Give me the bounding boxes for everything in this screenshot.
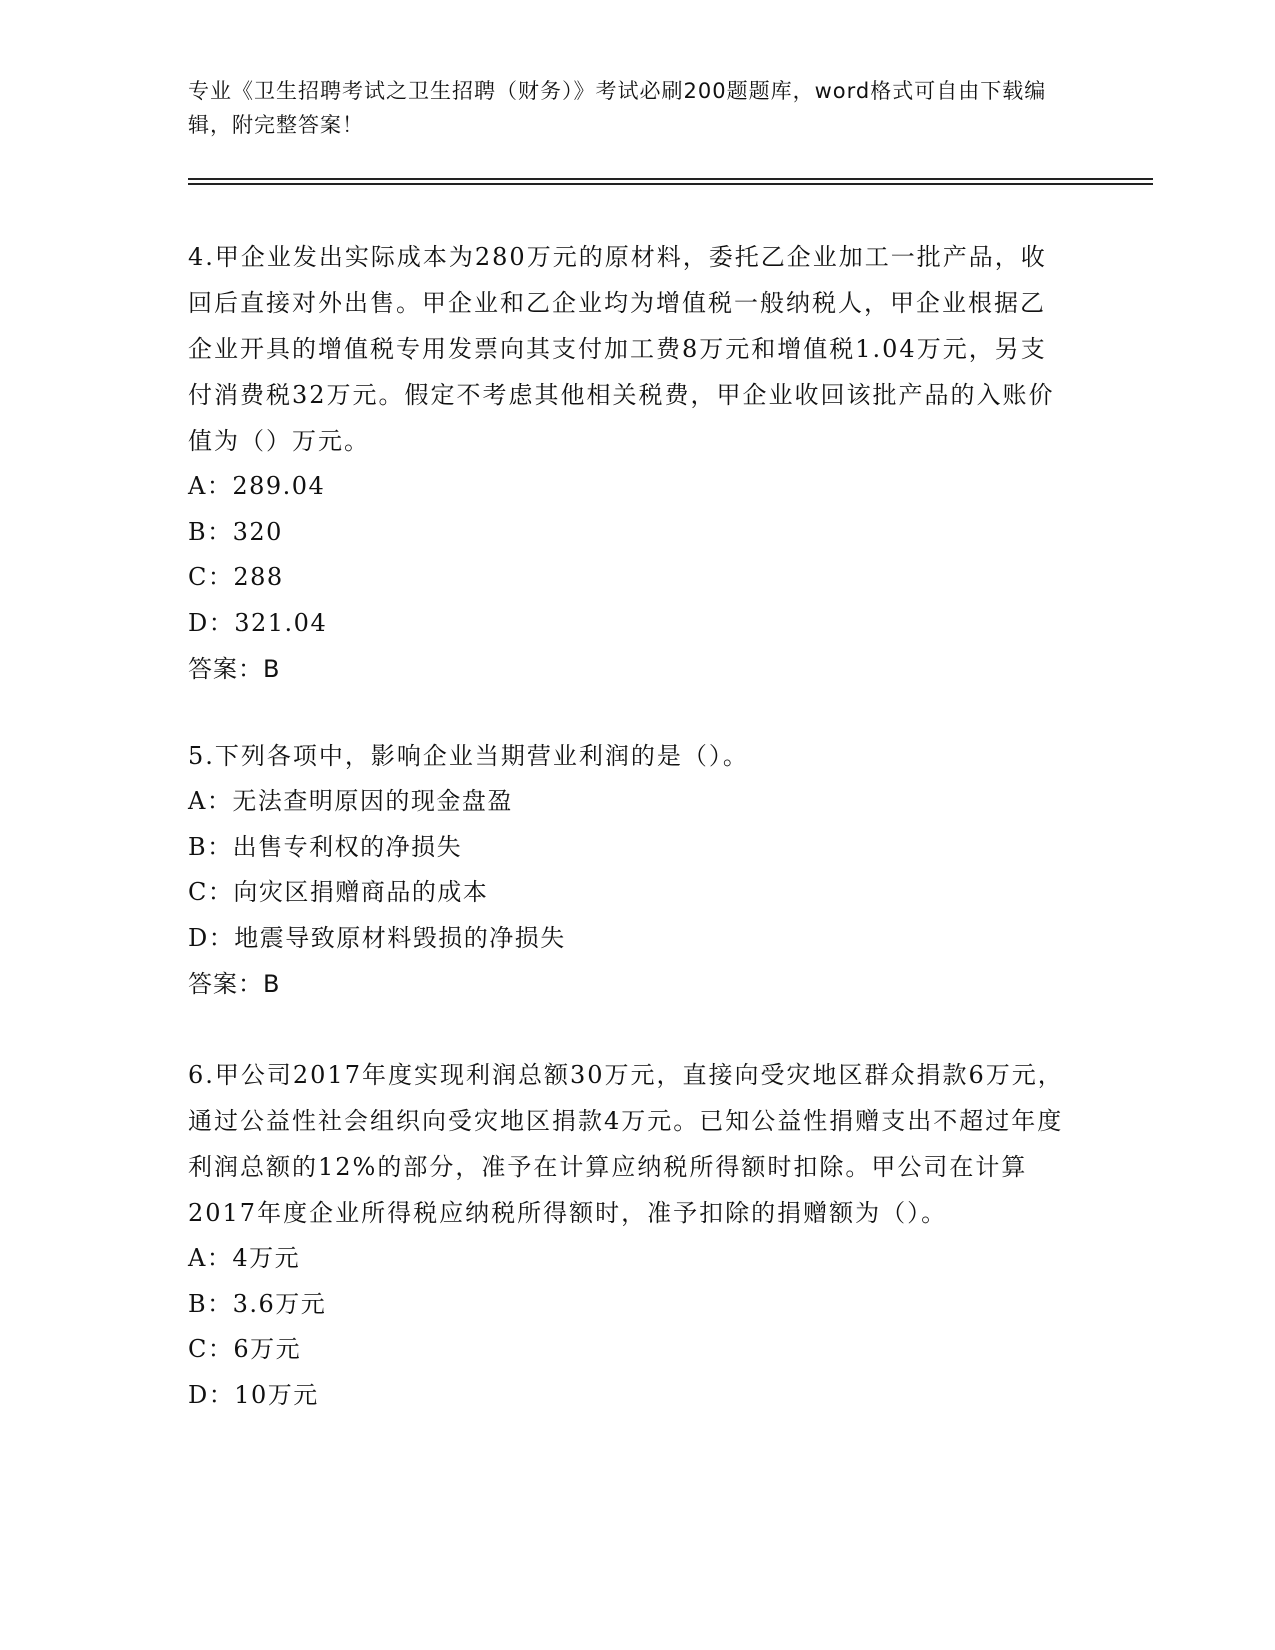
- option-d: D：地震导致原材料毁损的净损失: [188, 923, 566, 952]
- option-b: B：出售专利权的净损失: [188, 832, 463, 861]
- question-5: [188, 733, 1068, 1007]
- answer-line: 答案：B: [188, 655, 281, 683]
- option-c: C：向灾区捐赠商品的成本: [188, 878, 489, 906]
- question-stem: 4.甲企业发出实际成本为280万元的原材料，委托乙企业加工一批产品，收回后直接对外出售。甲企业和乙企业均为增值税一般纳税人，甲企业根据乙企业开具的增值税专用发票向其支付加工费8万元和增值税1.04万元，另支付消费税32万元。假定不考虑其他相关税费，甲企业收回该批产品的入账价值为（）万元。: [188, 243, 1055, 455]
- option-d: D：321.04: [188, 608, 328, 637]
- header-divider-bottom: [188, 183, 1153, 185]
- option-d: D：10万元: [188, 1380, 319, 1409]
- option-b: B：320: [188, 517, 283, 546]
- option-c: C：6万元: [188, 1335, 302, 1363]
- question-4: [188, 234, 1068, 692]
- option-c: C：288: [188, 563, 284, 591]
- option-b: B：3.6万元: [188, 1289, 327, 1318]
- question-6: [188, 1052, 1068, 1418]
- option-a: A：289.04: [188, 472, 326, 500]
- option-a: A：4万元: [188, 1244, 301, 1272]
- answer-line: 答案：B: [188, 970, 281, 998]
- header-divider-top: [188, 178, 1153, 180]
- question-stem: 6.甲公司2017年度实现利润总额30万元，直接向受灾地区群众捐款6万元，通过公益性社会组织向受灾地区捐款4万元。已知公益性捐赠支出不超过年度利润总额的12%的部分，准予在计算应纳税所得额时扣除。甲公司在计算2017年度企业所得税应纳税所得额时，准予扣除的捐赠额为（）。: [188, 1061, 1064, 1227]
- document-header: 专业《卫生招聘考试之卫生招聘（财务）》考试必刷200题题库，word格式可自由下载编辑，附完整答案！: [188, 79, 1047, 137]
- option-a: A：无法查明原因的现金盘盈: [188, 787, 513, 815]
- question-stem: 5.下列各项中，影响企业当期营业利润的是（）。: [188, 742, 749, 770]
